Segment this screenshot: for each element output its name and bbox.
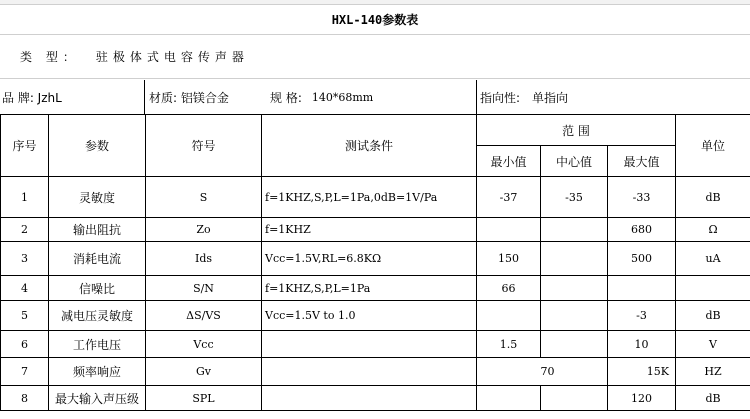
header-center: 中心值	[541, 146, 608, 177]
row-center	[541, 331, 608, 358]
row-center	[541, 386, 608, 411]
row-condition: f=1KHZ,S,P,L=1Pa,0dB=1V/Pa	[262, 177, 477, 218]
row-unit: uA	[676, 242, 750, 276]
row-min	[477, 218, 541, 242]
row-index: 2	[1, 218, 49, 242]
header-min: 最小值	[477, 146, 541, 177]
table-row	[1, 301, 750, 331]
header-condition: 测试条件	[262, 115, 477, 177]
header-row	[1, 115, 750, 146]
row-condition	[262, 386, 477, 411]
row-index: 8	[1, 386, 49, 411]
row-condition	[262, 358, 477, 386]
row-min: 1.5	[477, 331, 541, 358]
row-unit: HZ	[676, 358, 750, 386]
row-min	[477, 301, 541, 331]
table-row	[1, 177, 750, 218]
info-divider	[476, 80, 477, 114]
direction-cell	[477, 80, 677, 114]
row-min: 150	[477, 242, 541, 276]
row-center: -35	[541, 177, 608, 218]
row-max: 15K	[608, 358, 676, 386]
direction-label: 指向性:	[480, 90, 521, 105]
info-divider	[144, 80, 145, 114]
type-label: 类 型：	[20, 50, 80, 64]
row-max: 680	[608, 218, 676, 242]
row-param: 频率响应	[49, 358, 146, 386]
row-index: 7	[1, 358, 49, 386]
row-center	[541, 242, 608, 276]
row-index: 5	[1, 301, 49, 331]
page-title: HXL-140参数表	[0, 4, 750, 35]
table-row	[1, 276, 750, 301]
row-symbol: ΔS/VS	[146, 301, 262, 331]
row-unit: V	[676, 331, 750, 358]
row-unit: dB	[676, 301, 750, 331]
material-text: 材质: 铝镁合金	[149, 90, 229, 105]
spec-label: 规 格:	[270, 90, 302, 105]
row-min: 66	[477, 276, 541, 301]
row-symbol: SPL	[146, 386, 262, 411]
row-symbol: Gv	[146, 358, 262, 386]
row-param: 灵敏度	[49, 177, 146, 218]
row-min	[477, 386, 541, 411]
table-row	[1, 331, 750, 358]
row-unit	[676, 276, 750, 301]
row-index: 1	[1, 177, 49, 218]
row-param: 输出阻抗	[49, 218, 146, 242]
row-symbol: Ids	[146, 242, 262, 276]
row-param: 消耗电流	[49, 242, 146, 276]
row-unit: Ω	[676, 218, 750, 242]
row-min: -37	[477, 177, 541, 218]
row-index: 4	[1, 276, 49, 301]
row-max: 120	[608, 386, 676, 411]
brand-cell	[0, 80, 144, 114]
row-param: 工作电压	[49, 331, 146, 358]
row-unit: dB	[676, 177, 750, 218]
row-param: 最大输入声压级	[49, 386, 146, 411]
row-center	[541, 276, 608, 301]
row-condition: Vcc=1.5V to 1.0	[262, 301, 477, 331]
row-center: 70	[541, 358, 608, 386]
table-row	[1, 386, 750, 411]
row-param: 信噪比	[49, 276, 146, 301]
row-min	[477, 358, 541, 386]
table-row	[1, 242, 750, 276]
row-center	[541, 218, 608, 242]
spec-cell	[266, 80, 476, 114]
row-symbol: S	[146, 177, 262, 218]
parameter-table	[0, 114, 750, 411]
header-param: 参数	[49, 115, 146, 177]
row-param: 减电压灵敏度	[49, 301, 146, 331]
type-line	[0, 35, 750, 79]
header-range: 范 围	[477, 115, 676, 146]
table-row	[1, 358, 750, 386]
row-index: 3	[1, 242, 49, 276]
header-unit: 单位	[676, 115, 750, 177]
row-symbol: S/N	[146, 276, 262, 301]
row-max: -33	[608, 177, 676, 218]
row-condition: f=1KHZ	[262, 218, 477, 242]
row-max: -3	[608, 301, 676, 331]
type-value: 驻极体式电容传声器	[95, 50, 249, 64]
direction-value: 单指向	[532, 90, 569, 105]
brand-text: 品 牌: JzhL	[2, 90, 62, 105]
row-symbol: Zo	[146, 218, 262, 242]
row-symbol: Vcc	[146, 331, 262, 358]
material-cell	[145, 80, 260, 114]
row-condition: Vcc=1.5V,RL=6.8KΩ	[262, 242, 477, 276]
row-center	[541, 301, 608, 331]
row-index: 6	[1, 331, 49, 358]
row-max: 10	[608, 331, 676, 358]
row-condition	[262, 331, 477, 358]
row-max	[608, 276, 676, 301]
table-row	[1, 218, 750, 242]
row-condition: f=1KHZ,S,P,L=1Pa	[262, 276, 477, 301]
header-max: 最大值	[608, 146, 676, 177]
header-index: 序号	[1, 115, 49, 177]
spec-value: 140*68mm	[311, 90, 374, 104]
header-symbol: 符号	[146, 115, 262, 177]
row-unit: dB	[676, 386, 750, 411]
row-max: 500	[608, 242, 676, 276]
